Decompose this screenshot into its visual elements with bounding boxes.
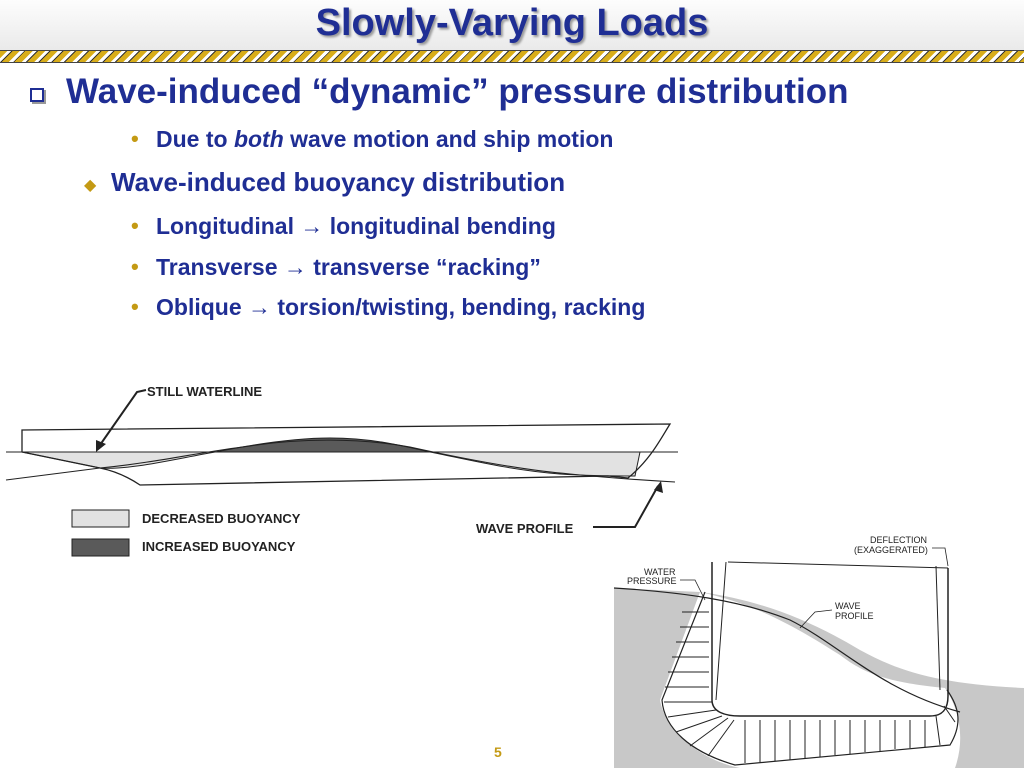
page-number: 5 [494,744,502,760]
label-wave: WAVE [835,601,861,611]
due-to-prefix: Due to [156,126,234,152]
label-wave-profile: WAVE PROFILE [476,521,574,536]
bullet-longitudinal: Longitudinal → longitudinal bending [156,213,556,239]
legend-label-decreased: DECREASED BUOYANCY [142,511,301,526]
label-still-waterline: STILL WATERLINE [147,384,263,399]
diamond-bullet-icon: ◆ [84,177,97,194]
deflected-side [936,566,940,690]
dot-bullet-icon: • [131,254,139,279]
label-water: WATER [644,567,676,577]
slide-title: Slowly-Varying Loads [315,2,709,44]
dot-bullet-icon: • [131,126,139,151]
bullet-transverse: Transverse → transverse “racking” [156,254,541,280]
bullet-level1: Wave-induced “dynamic” pressure distribution [66,72,849,111]
label-pressure: PRESSURE [627,576,677,586]
label-deflection: DEFLECTION [870,535,928,545]
legend-label-increased: INCREASED BUOYANCY [142,539,296,554]
label-profile: PROFILE [835,611,874,621]
deflection-leader [932,548,948,566]
bullet-oblique: Oblique → torsion/twisting, bending, racking [156,294,646,320]
dot-bullet-icon: • [131,294,139,319]
label-exaggerated: (EXAGGERATED) [854,545,928,555]
bullet-buoyancy: Wave-induced buoyancy distribution [111,167,566,197]
due-to-suffix: wave motion and ship motion [283,126,614,152]
due-to-emphasis: both [233,126,284,152]
dot-bullet-icon: • [131,213,139,238]
